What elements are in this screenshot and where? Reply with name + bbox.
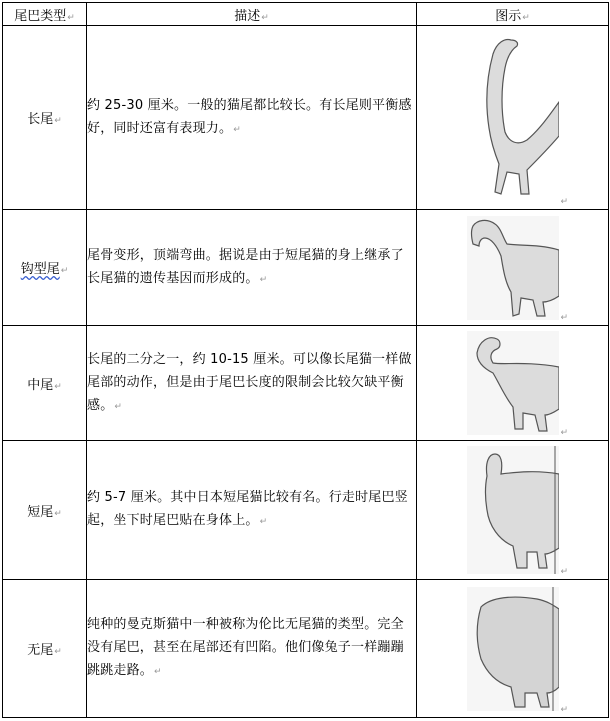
table-row (3, 326, 609, 441)
illustration-cell: ↵ (417, 26, 609, 210)
tail-desc-cell: 约 5-7 厘米。其中日本短尾猫比较有名。行走时尾巴竖起，坐下时尾巴贴在身体上。↵ (87, 441, 417, 580)
tailless-cat-sketch (467, 587, 559, 711)
table-row (3, 26, 609, 210)
illustration-cell: ↵ (417, 441, 609, 580)
illustration-cell: ↵ (417, 326, 609, 441)
short-tail-cat-sketch (467, 446, 559, 574)
table-row (3, 580, 609, 718)
tail-desc-cell: 长尾的二分之一，约 10-15 厘米。可以像长尾猫一样做尾部的动作，但是由于尾巴长度的限制会比较欠缺平衡感。↵ (87, 326, 417, 441)
header-row (3, 3, 609, 26)
tail-desc-cell: 纯种的曼克斯猫中一种被称为伦比无尾猫的类型。完全没有尾巴，甚至在尾部还有凹陷。他们像兔子一样蹦蹦跳跳走路。↵ (87, 580, 417, 718)
medium-tail-cat-sketch (467, 331, 559, 435)
table-row (3, 210, 609, 326)
header-desc: 描述↵ (87, 3, 417, 26)
tail-types-table (2, 2, 609, 718)
tail-type-cell: 短尾↵ (3, 441, 87, 580)
tail-type-cell: 中尾↵ (3, 326, 87, 441)
tail-desc-cell: 约 25-30 厘米。一般的猫尾都比较长。有长尾则平衡感好，同时还富有表现力。↵ (87, 26, 417, 210)
tail-type-cell: 长尾↵ (3, 26, 87, 210)
hook-tail-cat-sketch (467, 216, 559, 320)
tail-desc-cell: 尾骨变形，顶端弯曲。据说是由于短尾猫的身上继承了长尾猫的遗传基因而形成的。↵ (87, 210, 417, 326)
tail-type-cell: 无尾↵ (3, 580, 87, 718)
illustration-cell: ↵ (417, 580, 609, 718)
header-type: 尾巴类型↵ (3, 3, 87, 26)
header-image: 图示↵ (417, 3, 609, 26)
table-row (3, 441, 609, 580)
illustration-cell: ↵ (417, 210, 609, 326)
long-tail-cat-sketch (467, 32, 559, 204)
tail-type-cell: 钩型尾↵ (3, 210, 87, 326)
